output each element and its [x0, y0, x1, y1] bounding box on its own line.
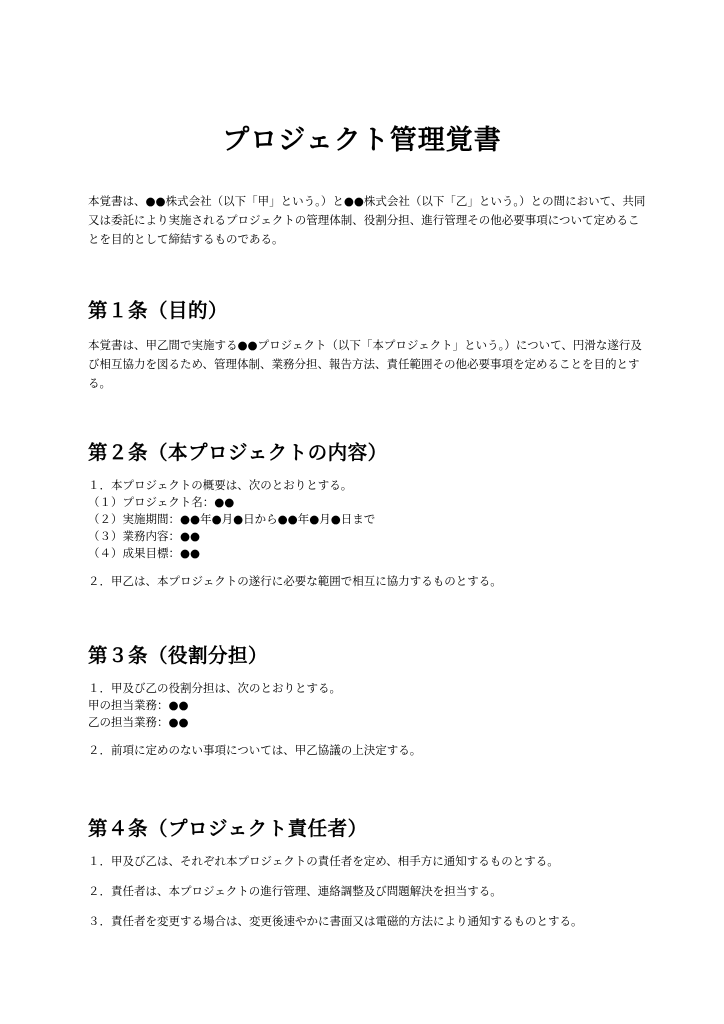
- preamble-paragraph: 本覚書は、●●株式会社（以下「甲」という。）と●●株式会社（以下「乙」という。）との間において、共同又は委託により実施されるプロジェクトの管理体制、役割分担、進行管理その他必要事項について定めることを目的として締結するものである。: [88, 194, 646, 246]
- article2-sub2: （２）実施期間：●●年●月●日から●●年●月●日まで: [88, 512, 376, 526]
- article2-heading: 第２条（本プロジェクトの内容）: [88, 441, 388, 464]
- article4-item1: １．甲及び乙は、それぞれ本プロジェクトの責任者を定め、相手方に通知するものとする。: [88, 854, 559, 868]
- article2-item1: １．本プロジェクトの概要は、次のとおりとする。: [88, 478, 353, 492]
- article4-item3: ３．責任者を変更する場合は、変更後速やかに書面又は電磁的方法により通知するものとする。: [88, 914, 583, 928]
- article3-item2: ２．前項に定めのない事項については、甲乙協議の上決定する。: [88, 743, 422, 757]
- article3-sub1: 甲の担当業務：●●: [88, 698, 189, 712]
- article4-item2: ２．責任者は、本プロジェクトの進行管理、連絡調整及び問題解決を担当する。: [88, 884, 502, 898]
- document-title: プロジェクト管理覚書: [222, 125, 502, 156]
- article2-sub1: （１）プロジェクト名：●●: [88, 495, 235, 509]
- article3-heading: 第３条（役割分担）: [88, 644, 269, 667]
- article1-body: 本覚書は、甲乙間で実施する●●プロジェクト（以下「本プロジェクト」という。）について、円滑な遂行及び相互協力を図るため、管理体制、業務分担、報告方法、責任範囲その他必要事項を定めることを目的とする。: [88, 338, 642, 390]
- article2-item2: ２．甲乙は、本プロジェクトの遂行に必要な範囲で相互に協力するものとする。: [88, 574, 502, 588]
- article3-item1: １．甲及び乙の役割分担は、次のとおりとする。: [88, 681, 341, 695]
- article2-sub4: （４）成果目標：●●: [88, 546, 201, 560]
- article2-sub3: （３）業務内容：●●: [88, 529, 201, 543]
- article4-heading: 第４条（プロジェクト責任者）: [88, 817, 368, 840]
- article1-heading: 第１条（目的）: [88, 299, 229, 322]
- article3-sub2: 乙の担当業務：●●: [88, 715, 189, 729]
